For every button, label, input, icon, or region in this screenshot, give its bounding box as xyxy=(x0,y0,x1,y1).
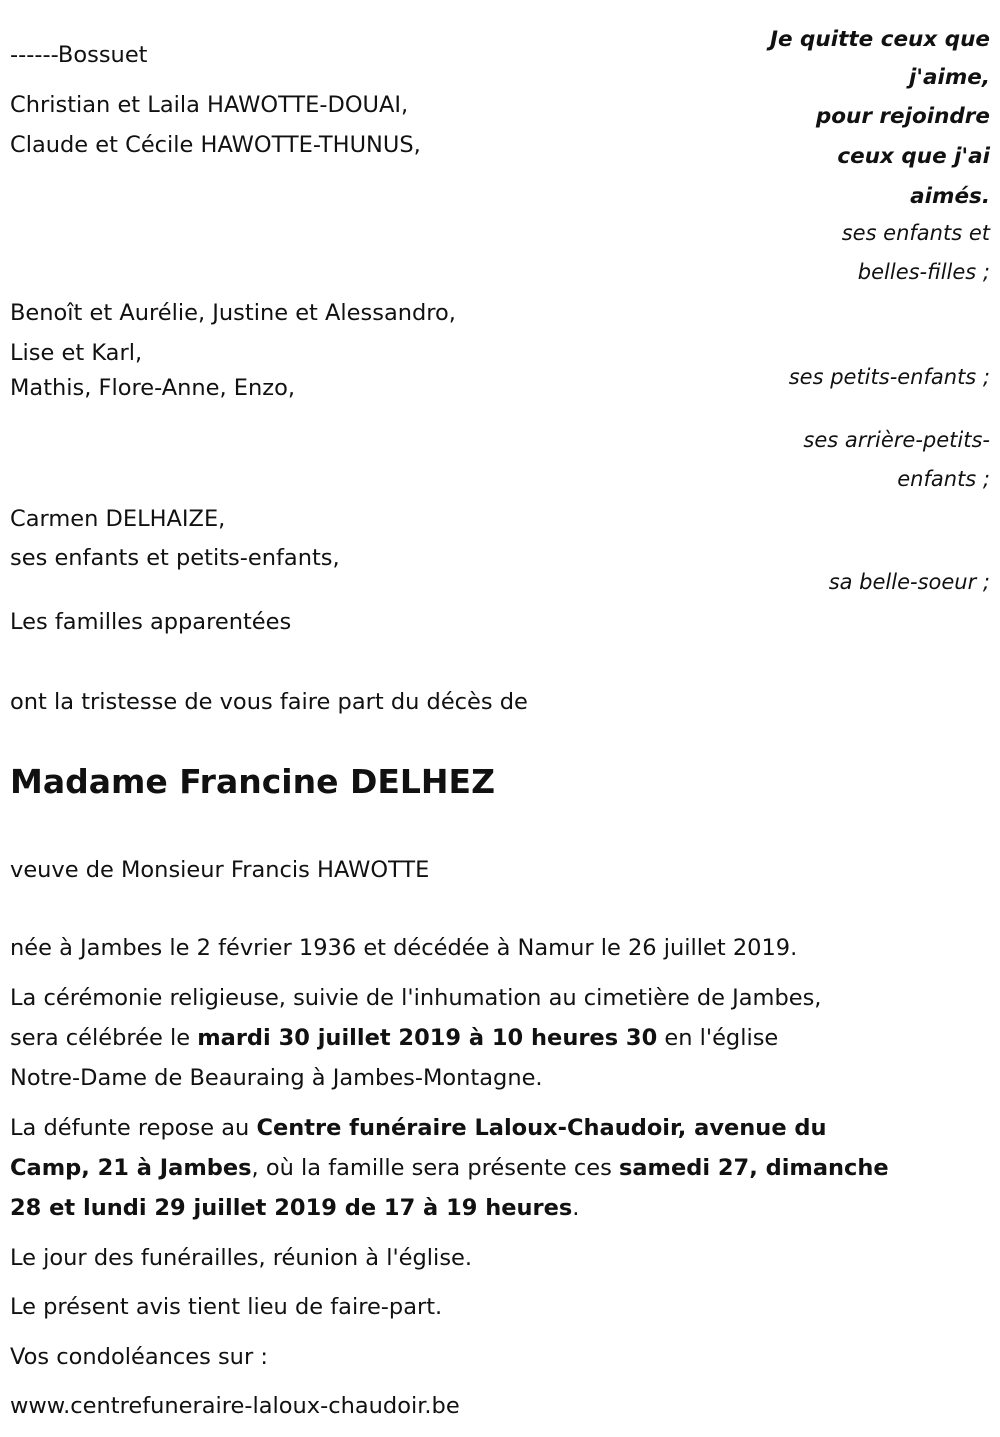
family-name: Carmen DELHAIZE, xyxy=(10,506,226,532)
family-name: Mathis, Flore-Anne, Enzo, xyxy=(10,375,296,401)
rest-line: La défunte repose au Centre funéraire Laloux-Chaudoir, avenue du xyxy=(10,1115,827,1141)
family-name: Christian et Laila HAWOTTE-DOUAI, xyxy=(10,92,409,118)
family-relation: belles-filles ; xyxy=(857,260,990,284)
family-name: ses enfants et petits-enfants, xyxy=(10,545,340,571)
header-line: ------Bossuet xyxy=(10,42,148,68)
quote-line: ceux que j'ai xyxy=(837,144,990,169)
family-relation: enfants ; xyxy=(897,467,990,491)
condolences-line: Vos condoléances sur : xyxy=(10,1344,268,1370)
rest-line: Camp, 21 à Jambes, où la famille sera présente ces samedi 27, dimanche xyxy=(10,1155,889,1181)
family-relation: ses enfants et xyxy=(841,221,990,245)
notice-line: Le présent avis tient lieu de faire-part. xyxy=(10,1294,443,1320)
family-name: Lise et Karl, xyxy=(10,340,143,366)
ceremony-line: Notre-Dame de Beauraing à Jambes-Montagne. xyxy=(10,1065,543,1091)
widow-line: veuve de Monsieur Francis HAWOTTE xyxy=(10,857,430,883)
deceased-name: Madame Francine DELHEZ xyxy=(10,762,496,801)
quote-line: j'aime, xyxy=(909,65,990,90)
quote-line: pour rejoindre xyxy=(815,104,990,129)
family-relation: ses arrière-petits- xyxy=(803,428,990,452)
website-link[interactable]: www.centrefuneraire-laloux-chaudoir.be xyxy=(10,1393,460,1419)
ceremony-line: sera célébrée le mardi 30 juillet 2019 à 10 heures 30 en l'église xyxy=(10,1025,779,1051)
announce-line: ont la tristesse de vous faire part du décès de xyxy=(10,689,528,715)
quote-line: aimés. xyxy=(910,184,990,209)
ceremony-line: La cérémonie religieuse, suivie de l'inhumation au cimetière de Jambes, xyxy=(10,985,822,1011)
quote-line: Je quitte ceux que xyxy=(769,27,990,52)
family-name: Benoît et Aurélie, Justine et Alessandro, xyxy=(10,300,456,326)
family-relation: sa belle-soeur ; xyxy=(828,570,990,594)
rest-line: 28 et lundi 29 juillet 2019 de 17 à 19 heures. xyxy=(10,1195,580,1221)
family-name: Claude et Cécile HAWOTTE-THUNUS, xyxy=(10,132,421,158)
birth-death-line: née à Jambes le 2 février 1936 et décédée à Namur le 26 juillet 2019. xyxy=(10,935,798,961)
families-line: Les familles apparentées xyxy=(10,609,292,635)
funeral-day-line: Le jour des funérailles, réunion à l'église. xyxy=(10,1245,473,1271)
family-relation: ses petits-enfants ; xyxy=(788,365,990,389)
